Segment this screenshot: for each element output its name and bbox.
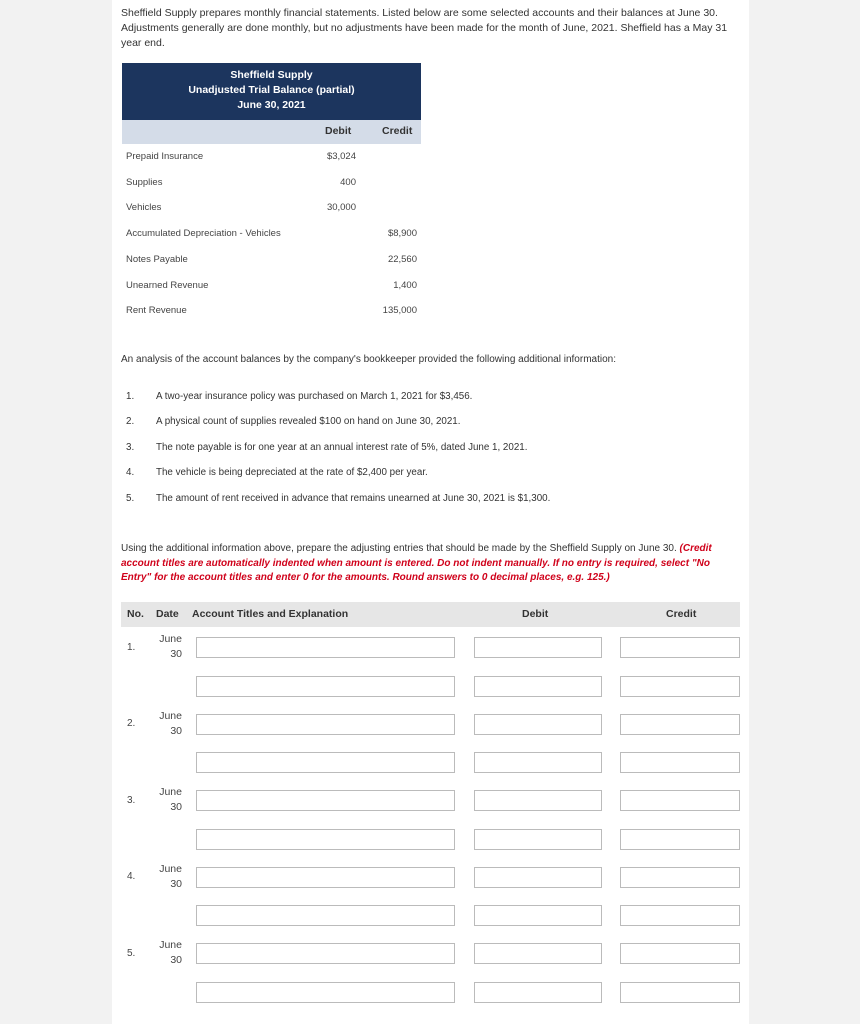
company-name: Sheffield Supply bbox=[230, 69, 313, 81]
account-name: Prepaid Insurance bbox=[126, 151, 204, 162]
item-text: The amount of rent received in advance that remains unearned at June 30, 2021 is $1,300. bbox=[156, 493, 551, 504]
account-title-input[interactable] bbox=[196, 637, 455, 658]
entry-number: 1. bbox=[127, 642, 136, 653]
credit-input[interactable] bbox=[620, 867, 740, 888]
analysis-intro: An analysis of the account balances by the company's bookkeeper provided the following additional information: bbox=[121, 354, 616, 365]
account-title-input[interactable] bbox=[196, 752, 455, 773]
date-day: 30 bbox=[170, 648, 182, 660]
debit-amount: $3,024 bbox=[326, 151, 356, 162]
trial-balance-column-header bbox=[122, 120, 421, 144]
debit-input[interactable] bbox=[474, 867, 602, 888]
item-number: 3. bbox=[126, 442, 135, 453]
account-title-input[interactable] bbox=[196, 982, 455, 1003]
credit-input[interactable] bbox=[620, 790, 740, 811]
item-number: 2. bbox=[126, 416, 135, 427]
debit-input[interactable] bbox=[474, 905, 602, 926]
trial-balance-row bbox=[126, 151, 421, 171]
item-text: A two-year insurance policy was purchased on March 1, 2021 for $3,456. bbox=[156, 391, 473, 402]
statement-name: Unadjusted Trial Balance (partial) bbox=[188, 84, 355, 96]
account-name: Supplies bbox=[126, 177, 163, 188]
account-name: Rent Revenue bbox=[126, 305, 187, 316]
instruction-note: (Credit account titles are automatically indented when amount is entered. Do not indent manually. If no entry is required, select "No Entry" for the account titles and enter 0 for the amounts. Round answers to 0 decimal places, e.g. 125.) bbox=[121, 543, 712, 583]
date-month: June bbox=[159, 633, 182, 645]
trial-balance-row bbox=[126, 202, 421, 222]
entry-number: 2. bbox=[127, 718, 136, 729]
account-title-input[interactable] bbox=[196, 943, 455, 964]
trial-balance-row bbox=[126, 280, 421, 300]
credit-amount: $8,900 bbox=[387, 228, 417, 239]
entry-date bbox=[150, 785, 182, 815]
debit-column-header: Debit bbox=[522, 608, 549, 620]
date-month: June bbox=[159, 710, 182, 722]
debit-input[interactable] bbox=[474, 714, 602, 735]
account-name: Accumulated Depreciation - Vehicles bbox=[126, 228, 281, 239]
account-column-header: Account Titles and Explanation bbox=[192, 608, 349, 620]
debit-input[interactable] bbox=[474, 829, 602, 850]
debit-input[interactable] bbox=[474, 790, 602, 811]
account-title-input[interactable] bbox=[196, 829, 455, 850]
account-title-input[interactable] bbox=[196, 905, 455, 926]
item-number: 4. bbox=[126, 467, 135, 478]
debit-input[interactable] bbox=[474, 676, 602, 697]
trial-balance-row bbox=[126, 305, 421, 325]
debit-input[interactable] bbox=[474, 982, 602, 1003]
account-title-input[interactable] bbox=[196, 714, 455, 735]
debit-input[interactable] bbox=[474, 943, 602, 964]
account-name: Vehicles bbox=[126, 202, 162, 213]
date-day: 30 bbox=[170, 954, 182, 966]
credit-input[interactable] bbox=[620, 714, 740, 735]
credit-column-header: Credit bbox=[382, 125, 413, 137]
credit-input[interactable] bbox=[620, 982, 740, 1003]
trial-balance-row bbox=[126, 254, 421, 274]
credit-amount: 135,000 bbox=[382, 305, 417, 316]
date-month: June bbox=[159, 863, 182, 875]
credit-amount: 1,400 bbox=[393, 280, 417, 291]
date-column-header: Date bbox=[156, 608, 179, 620]
intro-text: Sheffield Supply prepares monthly financial statements. Listed below are some selected accounts and their balances at June 30. Adjustments generally are done monthly, but no adjustments have been made for the month of June, 2021. Sheffield has a May 31 year end. bbox=[121, 7, 728, 49]
date-month: June bbox=[159, 939, 182, 951]
debit-amount: 400 bbox=[340, 177, 356, 188]
credit-input[interactable] bbox=[620, 676, 740, 697]
item-text: The vehicle is being depreciated at the rate of $2,400 per year. bbox=[156, 467, 428, 478]
credit-amount: 22,560 bbox=[387, 254, 417, 265]
no-column-header: No. bbox=[127, 608, 144, 620]
debit-input[interactable] bbox=[474, 637, 602, 658]
trial-balance-header bbox=[122, 63, 421, 120]
entry-number: 4. bbox=[127, 871, 136, 882]
entry-number: 3. bbox=[127, 795, 136, 806]
account-title-input[interactable] bbox=[196, 676, 455, 697]
account-title-input[interactable] bbox=[196, 867, 455, 888]
statement-date: June 30, 2021 bbox=[237, 99, 306, 111]
debit-column-header: Debit bbox=[325, 125, 352, 137]
entry-date bbox=[150, 938, 182, 968]
account-title-input[interactable] bbox=[196, 790, 455, 811]
credit-input[interactable] bbox=[620, 752, 740, 773]
debit-input[interactable] bbox=[474, 752, 602, 773]
entry-date bbox=[150, 632, 182, 662]
date-day: 30 bbox=[170, 878, 182, 890]
item-text: A physical count of supplies revealed $100 on hand on June 30, 2021. bbox=[156, 416, 461, 427]
credit-input[interactable] bbox=[620, 943, 740, 964]
credit-input[interactable] bbox=[620, 905, 740, 926]
debit-amount: 30,000 bbox=[326, 202, 356, 213]
item-number: 1. bbox=[126, 391, 135, 402]
instructions bbox=[121, 542, 741, 586]
trial-balance-row bbox=[126, 228, 421, 248]
date-day: 30 bbox=[170, 801, 182, 813]
date-day: 30 bbox=[170, 725, 182, 737]
account-name: Unearned Revenue bbox=[126, 280, 209, 291]
entry-date bbox=[150, 709, 182, 739]
instruction-main: Using the additional information above, prepare the adjusting entries that should be made by the Sheffield Supply on June 30. bbox=[121, 543, 680, 554]
entry-date bbox=[150, 862, 182, 892]
trial-balance-row bbox=[126, 177, 421, 197]
entry-number: 5. bbox=[127, 948, 136, 959]
account-name: Notes Payable bbox=[126, 254, 188, 265]
journal-header bbox=[121, 602, 740, 627]
credit-column-header: Credit bbox=[666, 608, 697, 620]
date-month: June bbox=[159, 786, 182, 798]
item-text: The note payable is for one year at an annual interest rate of 5%, dated June 1, 2021. bbox=[156, 442, 528, 453]
credit-input[interactable] bbox=[620, 829, 740, 850]
item-number: 5. bbox=[126, 493, 135, 504]
credit-input[interactable] bbox=[620, 637, 740, 658]
